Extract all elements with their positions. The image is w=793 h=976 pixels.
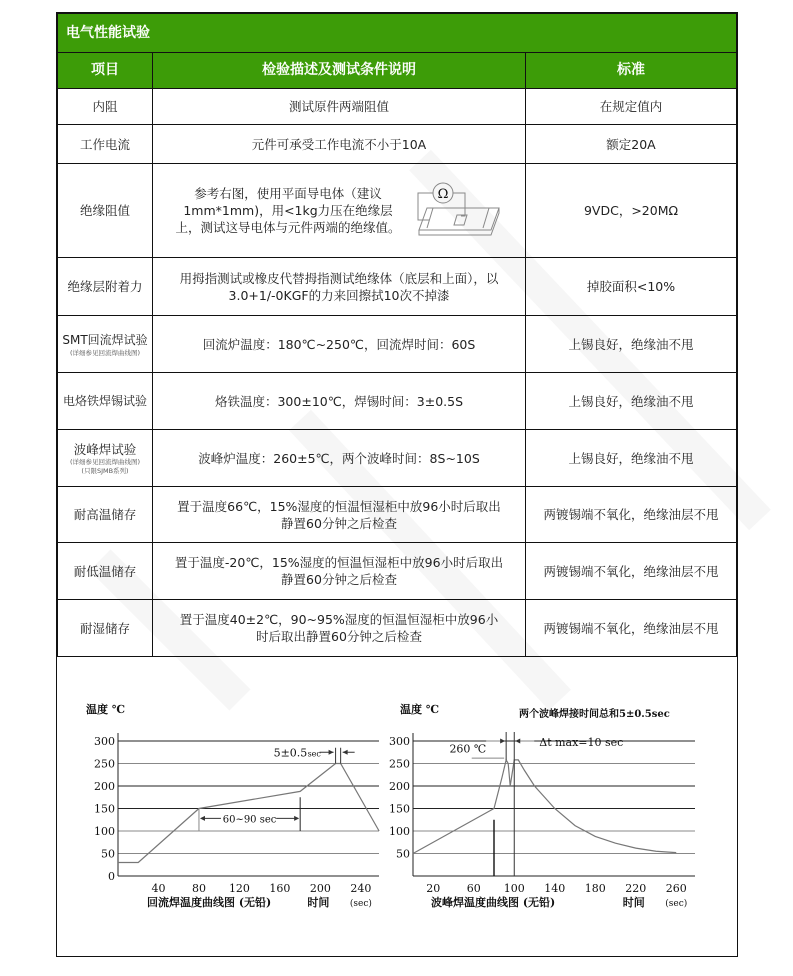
item-label: 耐高温储存	[73, 507, 137, 522]
description-cell	[153, 164, 526, 258]
y-tick-label: 100	[94, 825, 115, 838]
electrical-test-table	[57, 13, 737, 657]
x-tick-label: 40	[151, 882, 166, 895]
y-axis-label: 温度 ℃	[86, 703, 126, 716]
series-line-reflow-profile	[118, 764, 379, 863]
y-tick-label: 250	[94, 757, 115, 771]
table-row	[58, 430, 737, 487]
item-cell	[58, 600, 153, 657]
item-cell	[58, 487, 153, 543]
item-note: (详细参见回流焊曲线图)	[69, 348, 141, 357]
x-tick-label: 160	[269, 882, 291, 895]
y-tick-label: 50	[101, 847, 115, 861]
item-label: 耐湿储存	[79, 620, 130, 636]
omega-symbol: Ω	[437, 186, 449, 202]
standard-cell: 两镀锡端不氧化，绝缘油层不甩	[526, 600, 737, 657]
standard-cell: 两镀锡端不氧化，绝缘油层不甩	[526, 487, 737, 543]
standard-cell: 掉胶面积<10%	[526, 258, 737, 316]
standard-cell: 额定20A	[526, 125, 737, 164]
annotation-peak-temp: 260 ℃	[449, 742, 487, 756]
arrow-head	[500, 739, 505, 744]
y-tick-label: 300	[389, 735, 410, 748]
item-cell	[58, 543, 153, 600]
charts-area	[57, 657, 736, 956]
standard-cell: 上锡良好，绝缘油不甩	[526, 316, 737, 373]
description-text: 元件可承受工作电流不小于10A	[251, 136, 427, 152]
y-tick-label: 100	[389, 825, 410, 838]
description-cell	[153, 125, 526, 164]
arrow-head	[343, 750, 348, 755]
table-row	[58, 164, 737, 258]
annotation-unit: sec	[307, 749, 321, 759]
x-tick-label: 20	[426, 882, 441, 895]
item-label: 工作电流	[79, 136, 130, 152]
item-cell	[58, 125, 153, 164]
description-text: 回流炉温度：180℃~250℃，回流焊时间：60S	[202, 336, 476, 352]
arrow-head	[329, 750, 334, 755]
y-tick-label: 200	[389, 780, 410, 793]
item-label: 电烙铁焊锡试验	[62, 394, 147, 408]
annotation-total-time: 两个波峰焊接时间总和5±0.5sec	[519, 709, 670, 720]
standard-cell: 在规定值内	[526, 89, 737, 125]
table-row	[58, 89, 737, 125]
standard-cell: 上锡良好，绝缘油不甩	[526, 373, 737, 430]
reflow-chart	[57, 657, 397, 956]
table-row	[58, 258, 737, 316]
spec-sheet	[56, 12, 738, 957]
description-text: 参考右图，使用平面导电体（建议1mm*1mm)，用<1kg力压在绝缘层上，测试这导电体与元件两端的绝缘值。	[175, 186, 401, 235]
x-tick-label: 80	[191, 882, 206, 895]
item-label: 耐低温储存	[73, 563, 137, 579]
description-cell	[153, 373, 526, 430]
omega-ohmmeter-icon	[413, 182, 505, 240]
table-row	[58, 600, 737, 657]
description-text: 烙铁温度：300±10℃，焊锡时间：3±0.5S	[214, 393, 464, 409]
column-header-standard: 标准	[526, 53, 737, 89]
x-axis-unit: (sec)	[349, 899, 372, 909]
item-label: 绝缘层附着力	[67, 279, 143, 294]
standard-cell: 两镀锡端不氧化，绝缘油层不甩	[526, 543, 737, 600]
chart-title: 波峰焊温度曲线图 (无铅)	[431, 896, 556, 909]
annotation-window: 60~90 sec	[222, 814, 277, 826]
description-cell	[153, 543, 526, 600]
wave-chart	[389, 657, 736, 956]
x-tick-label: 260	[665, 882, 687, 895]
series-line-wave-profile	[413, 760, 676, 854]
item-label: 波峰焊试验	[73, 441, 137, 457]
item-cell	[58, 164, 153, 258]
table-row	[58, 316, 737, 373]
x-tick-label: 100	[503, 882, 525, 895]
item-cell	[58, 373, 153, 430]
arrow-head	[200, 816, 205, 821]
arrow-head	[515, 739, 520, 744]
table-row	[58, 125, 737, 164]
y-tick-label: 300	[94, 735, 115, 748]
y-tick-label: 0	[108, 870, 115, 883]
description-cell	[153, 316, 526, 373]
description-text: 测试原件两端阻值	[288, 99, 389, 114]
x-tick-label: 240	[350, 882, 372, 895]
description-cell	[153, 487, 526, 543]
description-text: 置于温度40±2℃，90~95%湿度的恒温恒湿柜中放96小时后取出静置60分钟之后检查	[179, 612, 499, 644]
y-tick-label: 150	[94, 802, 115, 816]
description-cell	[153, 258, 526, 316]
item-cell	[58, 316, 153, 373]
standard-cell: 上锡良好，绝缘油不甩	[526, 430, 737, 487]
item-cell	[58, 430, 153, 487]
x-tick-label: 220	[625, 882, 647, 895]
description-cell	[153, 89, 526, 125]
table-row	[58, 373, 737, 430]
column-header-description: 检验描述及测试条件说明	[153, 53, 526, 89]
y-tick-label: 150	[389, 802, 410, 816]
x-tick-label: 200	[309, 882, 331, 895]
standard-cell: 9VDC，>20MΩ	[526, 164, 737, 258]
description-text: 置于温度66℃，15%湿度的恒温恒湿柜中放96小时后取出静置60分钟之后检查	[177, 498, 501, 531]
x-tick-label: 60	[466, 882, 481, 895]
x-tick-label: 180	[584, 882, 606, 895]
description-text: 波峰炉温度：260±5℃，两个波峰时间：8S~10S	[198, 450, 480, 466]
column-header-item: 项目	[58, 53, 153, 89]
x-axis-unit: (sec)	[665, 899, 688, 909]
y-tick-label: 250	[389, 757, 410, 771]
description-cell	[153, 600, 526, 657]
item-cell	[58, 89, 153, 125]
chart-title: 回流焊温度曲线图 (无铅)	[147, 896, 272, 909]
x-tick-label: 140	[544, 882, 566, 895]
item-note: (详细参见回流焊曲线图)	[69, 457, 141, 466]
x-axis-label: 时间	[307, 896, 330, 909]
annotation-delta-t: Δt max=10 sec	[539, 735, 624, 749]
description-text: 置于温度-20℃，15%湿度的恒温恒湿柜中放96小时后取出静置60分钟之后检查	[174, 555, 504, 587]
table-row	[58, 543, 737, 600]
y-tick-label: 50	[396, 847, 410, 861]
arrow-head	[294, 816, 299, 821]
table-row	[58, 487, 737, 543]
y-axis-label: 温度 ℃	[400, 703, 440, 716]
description-cell	[153, 430, 526, 487]
x-tick-label: 120	[228, 882, 250, 895]
item-label: 绝缘阻值	[79, 203, 130, 218]
x-axis-label: 时间	[622, 896, 645, 909]
section-title: 电气性能试验	[58, 14, 737, 53]
annotation-duration: 5±0.5	[273, 746, 308, 760]
description-text: 用拇指测试或橡皮代替拇指测试绝缘体（底层和上面），以3.0+1/-0KGF的力来回擦拭10次不掉漆	[179, 270, 499, 303]
item-note: (只限SJMB系列)	[81, 466, 129, 475]
y-tick-label: 200	[94, 780, 115, 793]
item-cell	[58, 258, 153, 316]
item-label: 内阻	[92, 99, 118, 114]
item-label: SMT回流焊试验	[62, 332, 148, 347]
